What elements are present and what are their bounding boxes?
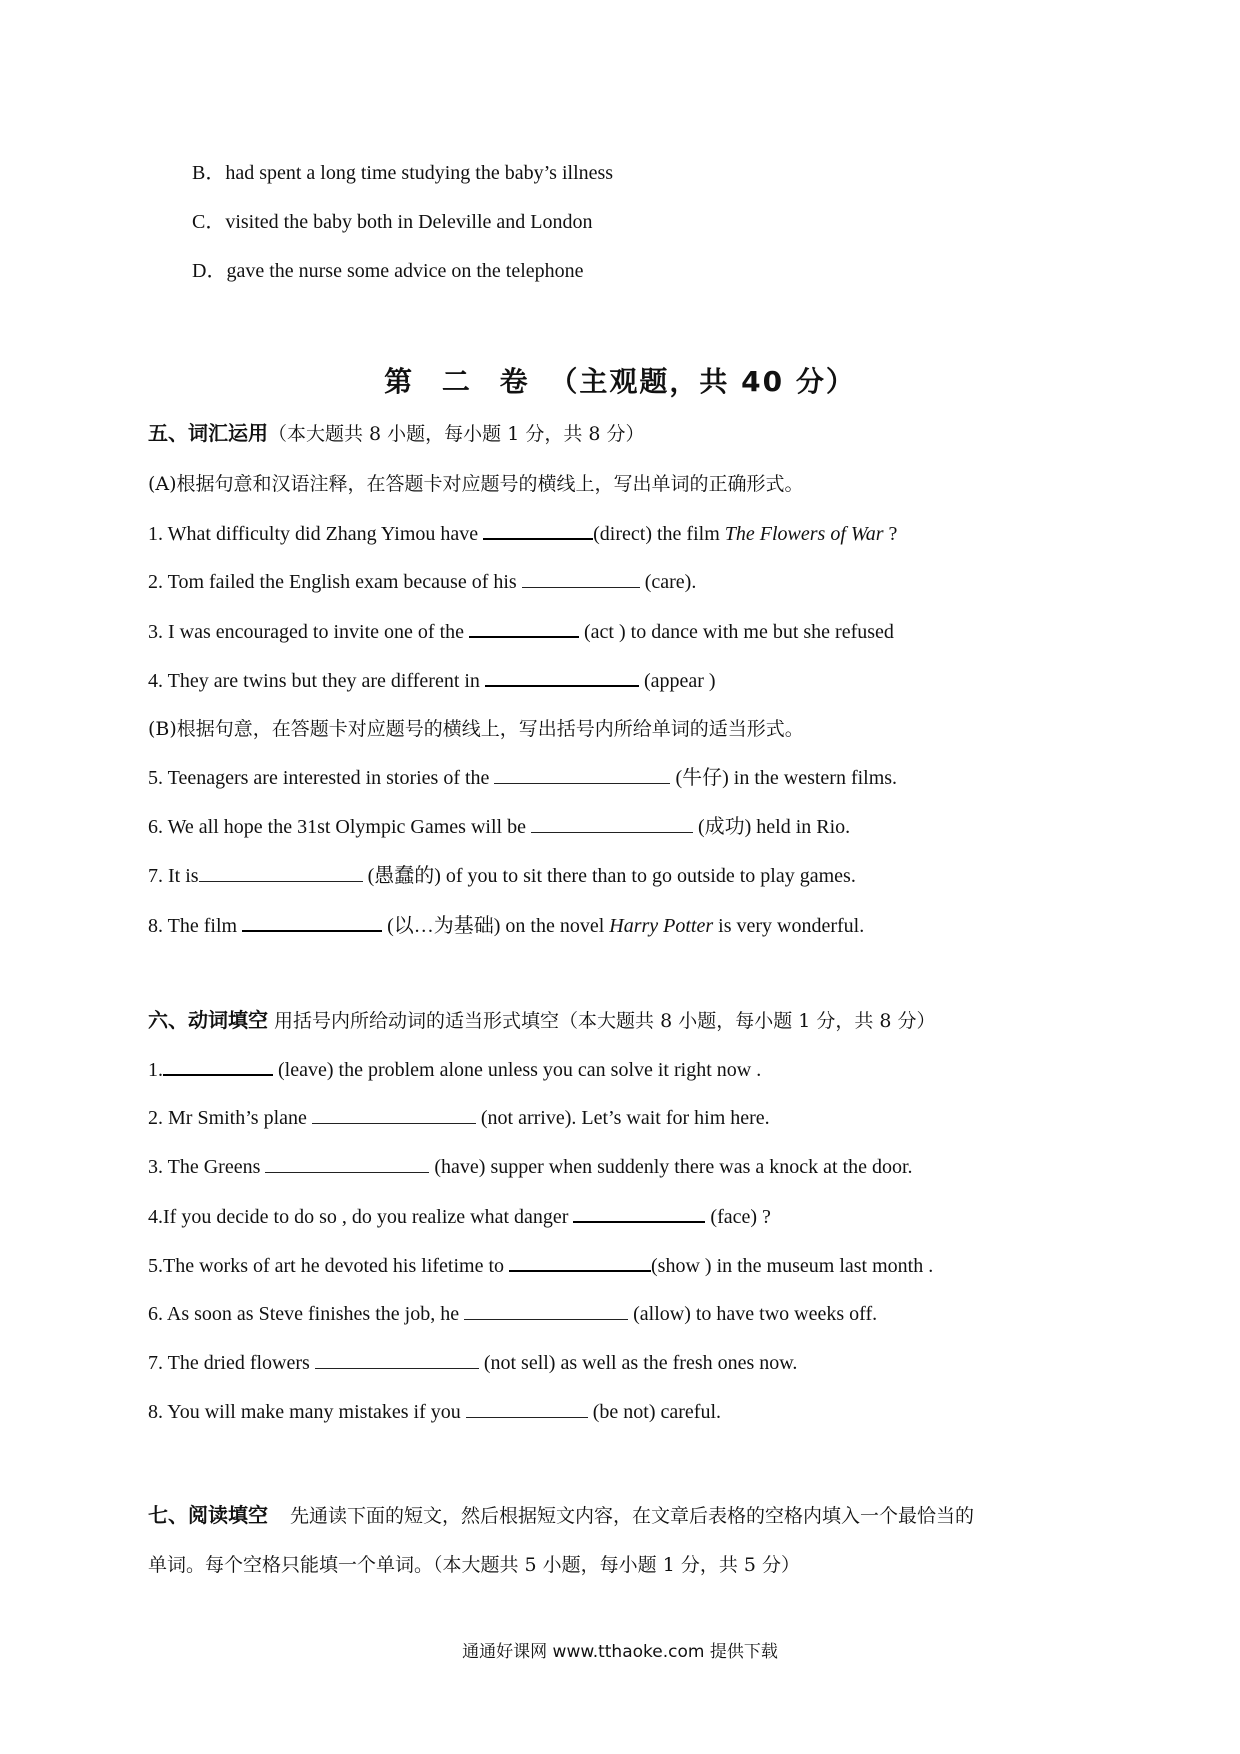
q-text: 2. Mr Smith’s plane: [148, 1107, 312, 1129]
q-end: ?: [883, 523, 898, 545]
sec5-instr-b: (B)根据句意，在答题卡对应题号的横线上，写出括号内所给单词的适当形式。: [148, 718, 804, 740]
sec6-note: 用括号内所给动词的适当形式填空（本大题共 8 小题，每小题 1 分，共 8 分）: [268, 1010, 936, 1032]
sec6-head: 六、动词填空: [148, 1008, 268, 1032]
q-text: 7. It is: [148, 865, 199, 887]
q-hint: (leave) the problem alone unless you can solve it right now .: [273, 1059, 762, 1081]
q-hint: (allow) to have two weeks off.: [628, 1303, 878, 1325]
q-hint: (care).: [639, 571, 697, 593]
q-hint: (not arrive). Let’s wait for him here.: [475, 1107, 770, 1129]
answer-blank[interactable]: [199, 863, 363, 882]
novel-title: Harry Potter: [609, 915, 714, 937]
q-text: 7. The dried flowers: [148, 1352, 315, 1374]
q-text: 1. What difficulty did Zhang Yimou have: [148, 523, 484, 545]
sec6-q1: [148, 1056, 761, 1083]
sec5-note: （本大题共 8 小题，每小题 1 分，共 8 分）: [268, 423, 645, 445]
sec5-q4: [148, 667, 716, 694]
q-text: Tom failed the English exam because of his: [167, 571, 522, 593]
q-text: 8. You will make many mistakes if you: [148, 1401, 466, 1423]
q-hint: (direct) the film: [593, 523, 725, 545]
answer-blank[interactable]: [466, 1399, 588, 1418]
part-title: [0, 360, 1240, 400]
answer-blank[interactable]: [464, 1301, 628, 1320]
answer-blank[interactable]: [483, 520, 593, 540]
answer-blank[interactable]: [509, 1252, 651, 1272]
sec7-note-line2: 单词。每个空格只能填一个单词。（本大题共 5 小题，每小题 1 分，共 5 分）: [148, 1554, 801, 1576]
sec6-q4: [148, 1203, 771, 1230]
sec5-heading: [148, 420, 645, 447]
sec5-instr-a: (A)根据句意和汉语注释，在答题卡对应题号的横线上，写出单词的正确形式。: [148, 473, 804, 495]
q-hint: (not sell) as well as the fresh ones now.: [478, 1352, 798, 1374]
sec5-q8: [148, 912, 864, 939]
film-title: The Flowers of War: [724, 523, 884, 545]
answer-blank[interactable]: [242, 912, 382, 932]
sec5-q1: [148, 520, 897, 547]
sec7-heading: [148, 1502, 974, 1529]
answer-blank[interactable]: [315, 1350, 479, 1369]
part-title-main: 第 二 卷: [384, 365, 538, 398]
sec5-head: 五、词汇运用: [148, 421, 268, 445]
q-text: 2.: [148, 571, 168, 593]
sec7-note: 先通读下面的短文，然后根据短文内容，在文章后表格的空格内填入一个最恰当的: [290, 1505, 975, 1527]
answer-blank[interactable]: [163, 1056, 273, 1076]
sec5-q5: [148, 765, 897, 791]
answer-blank[interactable]: [494, 765, 670, 784]
option-c: C．visited the baby both in Deleville and London: [192, 211, 593, 233]
q-text: 1.: [148, 1059, 163, 1081]
sec5-q2: [148, 569, 696, 595]
q-hint: (show ) in the museum last month .: [651, 1255, 934, 1277]
q-text: 3. I was encouraged to invite one of the: [148, 621, 470, 643]
sec6-q2: [148, 1105, 770, 1131]
page-footer: 通通好课网 www.tthaoke.com 提供下载: [462, 1642, 778, 1662]
answer-blank[interactable]: [573, 1203, 705, 1223]
q-end: is very wonderful.: [713, 915, 865, 937]
answer-blank[interactable]: [265, 1154, 429, 1173]
sec7-head: 七、阅读填空: [148, 1503, 268, 1527]
q-hint: (以…为基础) on the novel: [382, 915, 610, 937]
q-text: 5.The works of art he devoted his lifetime to: [148, 1255, 510, 1277]
q-text: 4. They are twins but they are different in: [148, 670, 485, 692]
answer-blank[interactable]: [531, 814, 693, 833]
answer-blank[interactable]: [469, 618, 579, 638]
q-hint: (have) supper when suddenly there was a knock at the door.: [429, 1156, 913, 1178]
sec6-q8: [148, 1399, 721, 1425]
q-text: 8. The film: [148, 915, 243, 937]
q-hint: (成功) held in Rio.: [692, 816, 851, 838]
sec6-q3: [148, 1154, 913, 1180]
answer-blank[interactable]: [485, 667, 639, 687]
answer-blank[interactable]: [312, 1105, 476, 1124]
q-hint: (愚蠢的) of you to sit there than to go outside to play games.: [362, 865, 856, 887]
q-hint: (act ) to dance with me but she refused: [579, 621, 894, 643]
sec6-q5: [148, 1252, 933, 1279]
option-b: B．had spent a long time studying the baby’s illness: [192, 162, 614, 184]
sec5-q7: [148, 863, 856, 889]
answer-blank[interactable]: [522, 569, 640, 588]
sec6-q6: [148, 1301, 877, 1327]
q-text: 3. The Greens: [148, 1156, 266, 1178]
sec6-heading: [148, 1007, 936, 1034]
q-hint: (牛仔) in the western films.: [670, 767, 898, 789]
option-d: D．gave the nurse some advice on the telephone: [192, 260, 584, 282]
sec5-q6: [148, 814, 850, 840]
q-hint: (be not) careful.: [587, 1401, 722, 1423]
q-hint: (appear ): [638, 670, 716, 692]
sec6-q7: [148, 1350, 797, 1376]
q-text: 5. Teenagers are interested in stories of the: [148, 767, 495, 789]
q-hint: (face) ?: [705, 1206, 771, 1228]
q-text: 4.If you decide to do so , do you realize what danger: [148, 1206, 574, 1228]
part-title-sub: （主观题，共 40 分）: [549, 365, 856, 398]
q-text: 6. We all hope the 31st Olympic Games will be: [148, 816, 531, 838]
q-text: 6. As soon as Steve finishes the job, he: [148, 1303, 465, 1325]
sec5-q3: [148, 618, 894, 645]
